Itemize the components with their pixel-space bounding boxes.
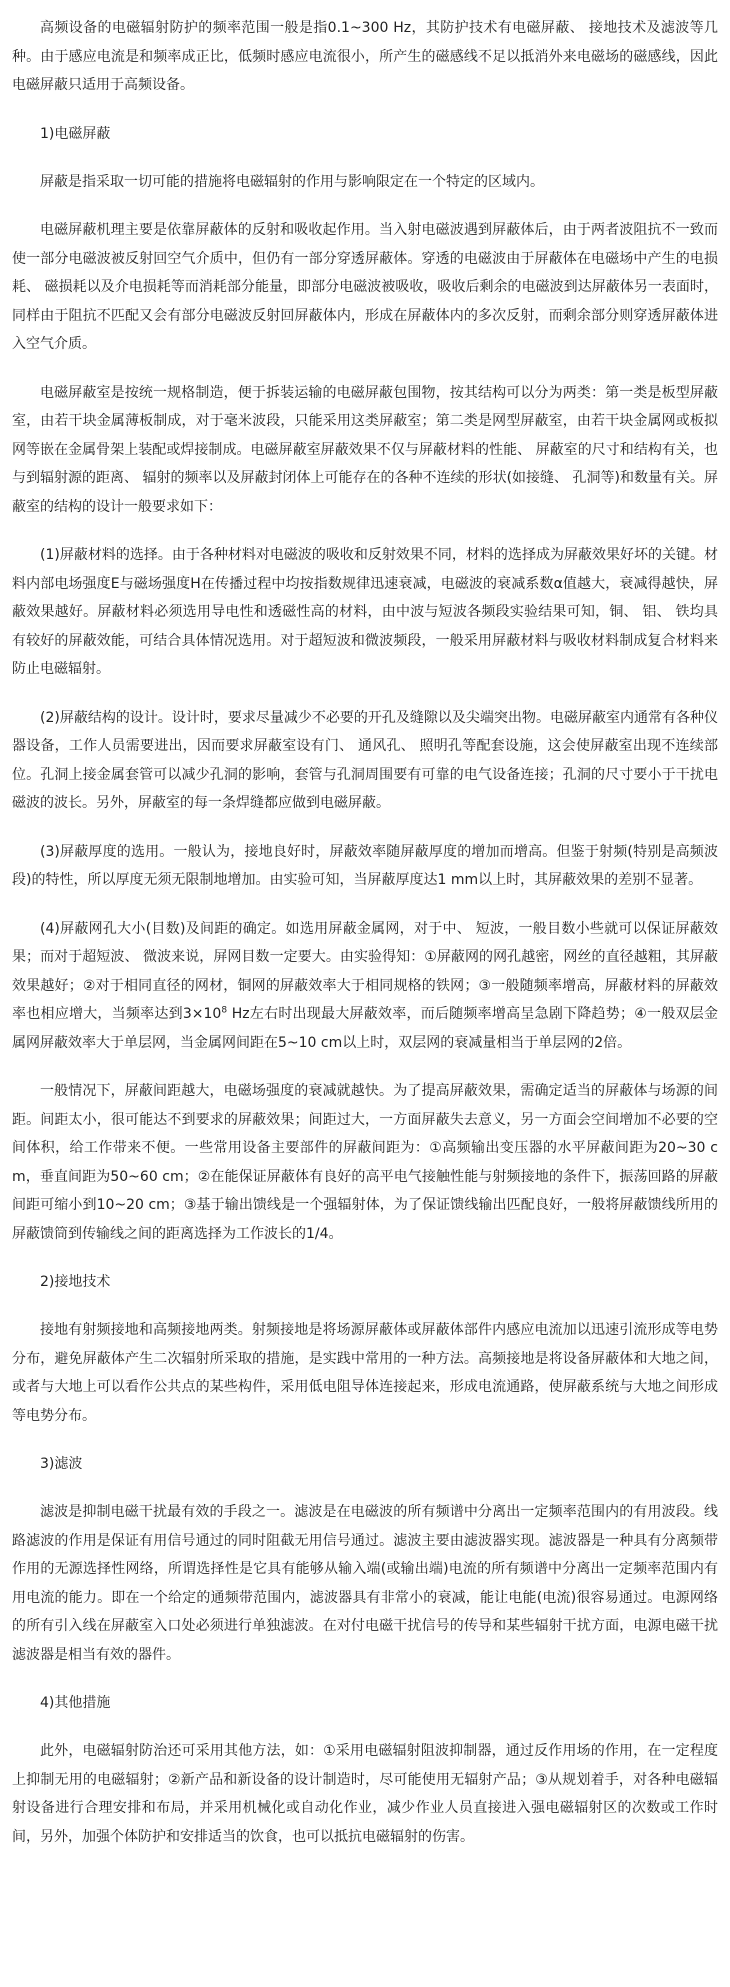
shielding-distance-paragraph: 一般情况下，屏蔽间距越大，电磁场强度的衰减就越快。为了提高屏蔽效果，需确定适当的屏蔽体与场源的间距。间距太小，很可能达不到要求的屏蔽效果；间距过大，一方面屏蔽失去意义，另一方面会空间增加不必要的空间体积，给工作带来不便。一些常用设备主要部件的屏蔽间距为：①高频输出变压器的水平屏蔽间距为20~30 cm，垂直间距为50~60 cm；②在能保证屏蔽体有良好的高平电气接触性能与射频接地的条件下，振荡回路的屏蔽间距可缩小到10~20 cm；③基于输出馈线是一个强辐射体，为了保证馈线输出匹配良好，一般将屏蔽馈线所用的屏蔽馈筒到传输线之间的距离选择为工作波长的1/4。 xyxy=(12,1083,718,1242)
mesh-exponent: 8 xyxy=(221,1005,228,1016)
other-measures-paragraph: 此外，电磁辐射防治还可采用其他方法，如：①采用电磁辐射阻波抑制器，通过反作用场的作用，在一定程度上抑制无用的电磁辐射；②新产品和新设备的设计制造时，尽可能使用无辐射产品；③从规划着手，对各种电磁辐射设备进行合理安排和布局，并采用机械化或自动化作业，减少作业人员直接进入强电磁辐射区的次数或工作时间，另外，加强个体防护和安排适当的饮食，也可以抵抗电磁辐射的伤害。 xyxy=(12,1743,718,1845)
mesh-text-part-b: Hz左右时出现最大屏蔽效率，而后随频率增高呈急剧下降趋势；④一般双层金属网屏蔽效率大于单层网，当金属网间距在5~10 cm以上时，双层网的衰减量相当于单层网的2倍。 xyxy=(12,1006,719,1051)
shielding-definition-paragraph: 屏蔽是指采取一切可能的措施将电磁辐射的作用与影响限定在一个特定的区域内。 xyxy=(40,173,544,190)
grounding-paragraph: 接地有射频接地和高频接地两类。射频接地是将场源屏蔽体或屏蔽体部件内感应电流加以迅速引流形成等电势分布，避免屏蔽体产生二次辐射所采取的措施，是实践中常用的一种方法。高频接地是将设备屏蔽体和大地之间，或者与大地上可以看作公共点的某些构件，采用低电阻导体连接起来，形成电流通路，使屏蔽系统与大地之间形成等电势分布。 xyxy=(12,1322,718,1424)
mesh-text-part-a: (4)屏蔽网孔大小(目数)及间距的确定。如选用屏蔽金属网，对于中、 短波，一般目数小些就可以保证屏蔽效果；而对于超短波、 微波来说，屏网目数一定要大。由实验得知：①屏蔽网的网孔越密，网丝的直径越粗，其屏蔽效果越好；②对于相同直径的网材，铜网的屏蔽效率大于相同规格的铁网；③一般随频率增高，屏蔽材料的屏蔽效率也相应增大，当频率达到3×10 xyxy=(12,920,718,1022)
section-heading-shielding: 1)电磁屏蔽 xyxy=(40,125,111,142)
intro-paragraph: 高频设备的电磁辐射防护的频率范围一般是指0.1~300 Hz，其防护技术有电磁屏蔽、 接地技术及滤波等几种。由于感应电流是和频率成正比，低频时感应电流很小，所产生的磁感线不足以抵消外来电磁场的磁感线，因此电磁屏蔽只适用于高频设备。 xyxy=(12,20,718,93)
shielding-mechanism-paragraph: 电磁屏蔽机理主要是依靠屏蔽体的反射和吸收起作用。当入射电磁波遇到屏蔽体后，由于两者波阻抗不一致而使一部分电磁波被反射回空气介质中，但仍有一部分穿透屏蔽体。穿透的电磁波由于屏蔽体在电磁场中产生的电损耗、 磁损耗以及介电损耗等而消耗部分能量，即部分电磁波被吸收，吸收后剩余的电磁波到达屏蔽体另一表面时，同样由于阻抗不匹配又会有部分电磁波反射回屏蔽体内，形成在屏蔽体内的多次反射，而剩余部分则穿透屏蔽体进入空气介质。 xyxy=(12,222,718,352)
structure-design-paragraph: (2)屏蔽结构的设计。设计时，要求尽量减少不必要的开孔及缝隙以及尖端突出物。电磁屏蔽室内通常有各种仪器设备，工作人员需要进出，因而要求屏蔽室设有门、 通风孔、 照明孔等配套设施，这会使屏蔽室出现不连续部位。孔洞上接金属套管可以减少孔洞的影响，套管与孔洞周围要有可靠的电气设备连接；孔洞的尺寸要小于干扰电磁波的波长。另外，屏蔽室的每一条焊缝都应做到电磁屏蔽。 xyxy=(12,709,718,811)
thickness-paragraph: (3)屏蔽厚度的选用。一般认为，接地良好时，屏蔽效率随屏蔽厚度的增加而增高。但鉴于射频(特别是高频波段)的特性，所以厚度无须无限制地增加。由实验可知，当屏蔽厚度达1 mm以上时，其屏蔽效果的差别不显著。 xyxy=(12,843,718,888)
section-heading-filtering: 3)滤波 xyxy=(40,1456,83,1472)
section-heading-other-measures: 4)其他措施 xyxy=(40,1695,111,1711)
filtering-paragraph: 滤波是抑制电磁干扰最有效的手段之一。滤波是在电磁波的所有频谱中分离出一定频率范围内的有用波段。线路滤波的作用是保证有用信号通过的同时阻截无用信号通过。滤波主要由滤波器实现。滤波器是一种具有分离频带作用的无源选择性网络，所谓选择性是它具有能够从输入端(或输出端)电流的所有频谱中分离出一定频率范围内有用电流的能力。即在一个给定的通频带范围内，滤波器具有非常小的衰减，能让电能(电流)很容易通过。电源网络的所有引入线在屏蔽室入口处必须进行单独滤波。在对付电磁干扰信号的传导和某些辐射干扰方面，电源电磁干扰滤波器是相当有效的器件。 xyxy=(12,1504,718,1663)
material-selection-paragraph: (1)屏蔽材料的选择。由于各种材料对电磁波的吸收和反射效果不同，材料的选择成为屏蔽效果好坏的关键。材料内部电场强度E与磁场强度H在传播过程中均按指数规律迅速衰减，电磁波的衰减系数α值越大，衰减得越快，屏蔽效果越好。屏蔽材料必须选用导电性和透磁性高的材料，由中波与短波各频段实验结果可知，铜、 铝、 铁均具有较好的屏蔽效能，可结合具体情况选用。对于超短波和微波频段，一般采用屏蔽材料与吸收材料制成复合材料来防止电磁辐射。 xyxy=(12,547,718,677)
shielding-room-paragraph: 电磁屏蔽室是按统一规格制造，便于拆装运输的电磁屏蔽包围物，按其结构可以分为两类：第一类是板型屏蔽室，由若干块金属薄板制成，对于毫米波段，只能采用这类屏蔽室；第二类是网型屏蔽室，由若干块金属网或板拟网等嵌在金属骨架上装配或焊接制成。电磁屏蔽室屏蔽效果不仅与屏蔽材料的性能、 屏蔽室的尺寸和结构有关，也与到辐射源的距离、 辐射的频率以及屏蔽封闭体上可能存在的各种不连续的形状(如接缝、 孔洞等)和数量有关。屏蔽室的结构的设计一般要求如下： xyxy=(12,384,718,515)
section-heading-grounding: 2)接地技术 xyxy=(40,1274,111,1290)
mesh-size-paragraph xyxy=(12,915,718,1058)
